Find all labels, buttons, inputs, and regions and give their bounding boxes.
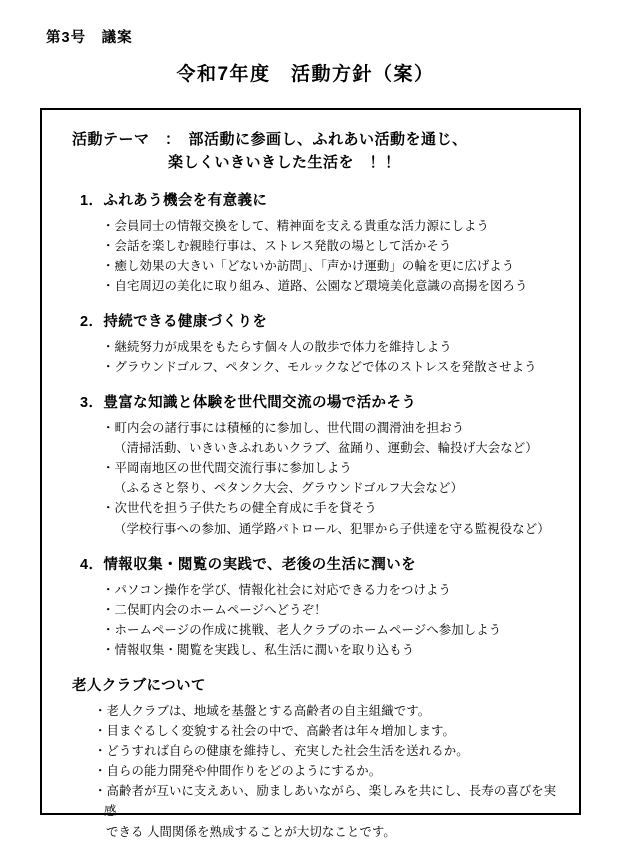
list-item-text: 情報収集・閲覧を実践し、私生活に潤いを取り込もう [114,642,415,657]
activity-theme-line1: 活動テーマ ： 部活動に参画し、ふれあい活動を通じ、 [72,131,468,148]
section-3-heading: 3．豊富な知識と体験を世代間交流の場で活かそう [80,395,417,412]
list-item [102,580,563,600]
bullet-dot-icon: ・ [102,238,115,253]
bullet-dot-icon: ・ [102,582,115,597]
list-item [102,600,563,620]
content-frame [40,108,581,839]
page-title: 令和7年度 活動方針（案） [176,64,435,85]
list-item [94,721,563,741]
list-item-continuation: （ふるさと祭り、ペタンク大会、グラウンドゴルフ大会など） [114,481,463,496]
bullet-dot-icon: ・ [102,218,115,233]
list-item [102,620,563,640]
list-item [102,458,563,478]
section-4 [58,553,563,660]
document-number: 第3号 議案 [46,30,133,46]
list-item [94,741,563,761]
list-item [102,337,563,357]
section-1-list [58,216,563,296]
bullet-dot-icon: ・ [102,501,115,516]
section-about-list [58,701,563,842]
list-item-text: 会員同士の情報交換をして、精神面を支える貴重な活力源にしよう [114,218,489,233]
section-4-list [58,580,563,660]
section-1-heading: 1．ふれあう機会を有意義に [80,192,268,209]
bullet-dot-icon: ・ [94,764,107,779]
bullet-dot-icon: ・ [102,359,115,374]
list-item [102,640,563,660]
list-item [94,701,563,721]
list-item-text: 高齢者が互いに支えあい、励ましあいながら、楽しみを共にし、長寿の喜びを実感 [104,784,557,819]
list-item-text: 町内会の諸行事には積極的に参加し、世代間の潤滑油を担おう [114,421,465,436]
bullet-dot-icon: ・ [94,724,107,739]
list-item-continuation: （学校行事への参加、通学路パトロール、犯罪から子供達を守る監視役など） [114,521,550,536]
bullet-dot-icon: ・ [102,339,115,354]
section-2-heading: 2．持続できる健康づくりを [80,313,268,330]
list-item [102,236,563,256]
activity-theme [72,128,563,175]
section-about [58,674,563,842]
list-item-text: 自らの能力開発や仲間作りをどのようにするか。 [106,764,382,779]
list-item-text: 次世代を担う子供たちの健全育成に手を貸そう [114,501,377,516]
list-item-continuation: できる 人間関係を熟成することが大切なことです。 [106,824,396,839]
section-4-heading: 4．情報収集・閲覧の実践で、老後の生活に潤いを [80,556,416,573]
section-2 [58,310,563,377]
activity-theme-line2: 楽しくいきいきした生活を ！！ [168,154,401,172]
list-item-text: 老人クラブは、地域を基盤とする高齢者の自主組織です。 [106,704,431,718]
bullet-dot-icon: ・ [102,461,115,476]
list-item-text: 平岡南地区の世代間交流行事に参加しよう [114,461,352,476]
bullet-dot-icon: ・ [102,622,115,637]
list-item-text: 会話を楽しむ親睦行事は、ストレス発散の場として活かそう [114,238,452,253]
list-item [102,216,563,236]
list-item [94,781,563,821]
section-2-list [58,337,563,377]
list-item [94,761,563,781]
list-item [102,256,563,276]
list-item-text: グラウンドゴルフ、ペタンク、モルックなどで体のストレスを発散させよう [114,359,537,374]
list-item-text: 自宅周辺の美化に取り組み、道路、公園など環境美化意識の高揚を図ろう [114,278,528,293]
list-item [102,276,563,296]
bullet-dot-icon: ・ [102,642,115,657]
section-about-heading: 老人クラブについて [72,678,206,694]
bullet-dot-icon: ・ [102,602,115,617]
list-item-text: 二俣町内会のホームページへどうぞ！ [114,602,327,617]
section-1 [58,189,563,296]
bullet-dot-icon: ・ [102,258,115,273]
list-item-text: どうすれば自らの健康を維持し、充実した社会生活を送れるか。 [106,744,469,759]
bullet-dot-icon: ・ [94,704,107,718]
list-item [102,418,563,438]
list-item-text: 継続努力が成果をもたらす個々人の散歩で体力を維持しよう [114,339,452,354]
list-item [102,357,563,377]
list-item-text: 癒し効果の大きい「どないか訪問」、「声かけ運動」の輪を更に広げよう [114,258,515,273]
bullet-dot-icon: ・ [94,784,107,799]
list-item-continuation: （清掃活動、いきいきふれあいクラブ、盆踊り、運動会、輪投げ大会など） [114,441,538,456]
section-3 [58,391,563,539]
list-item-text: ホームページの作成に挑戦、老人クラブのホームページへ参加しよう [114,622,502,637]
list-item-text: 目まぐるしく変貌する社会の中で、高齢者は年々増加します。 [106,724,455,739]
bullet-dot-icon: ・ [94,744,107,759]
list-item-text: パソコン操作を学び、情報化社会に対応できる力をつけよう [114,582,452,597]
list-item [102,498,563,518]
bullet-dot-icon: ・ [102,421,115,436]
section-3-list [58,418,563,539]
bullet-dot-icon: ・ [102,278,115,293]
